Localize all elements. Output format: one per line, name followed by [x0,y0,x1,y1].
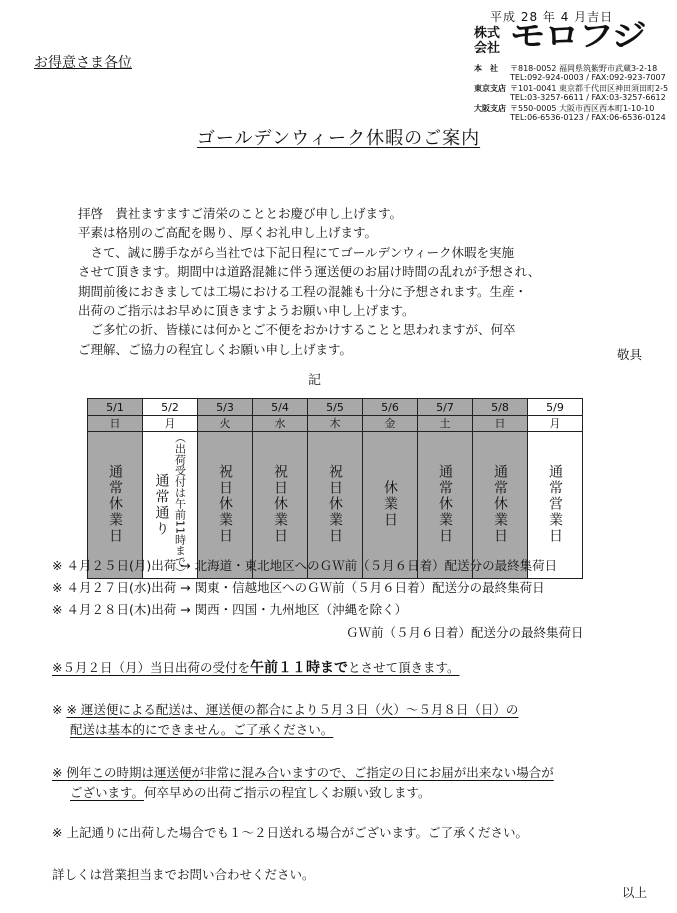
status-text: 祝日休業日 [272,464,288,544]
office-label: 本 社 [474,64,498,73]
body-line: 平素は格別のご高配を賜り、厚くお礼申し上げます。 [78,225,378,241]
office-label: 東京支店 [474,84,506,93]
sign-off: 敬具 [616,347,642,362]
calendar-day: 日 [473,416,528,432]
calendar-status [363,432,418,579]
calendar-date: 5/7 [418,399,473,416]
notice-deadline: 午前１１時まで [249,660,348,676]
notice-text: ございます。 [70,785,145,800]
body-paragraph [78,208,540,363]
shipping-note: ※ ４月２５日(月)出荷 → 北海道・東北地区へのＧＷ前（５月６日着）配送分の最終集荷日 [52,558,558,573]
ki-heading: 記 [308,373,322,388]
status-note: （出荷受付は午前11時まで） [173,432,187,578]
status-text: 通常休業日 [107,464,123,544]
page-title [0,130,677,148]
calendar-status [473,432,528,579]
calendar-date: 5/8 [473,399,528,416]
calendar-status [198,432,253,579]
company-type: 株式 会社 [474,26,501,56]
notice-delay: ※ 上記通りに出荷した場合でも１～２日送れる場合がございます。ご了承ください。 [52,825,528,840]
notice-text: ※ [52,702,67,717]
body-line: させて頂きます。期間中は道路混雑に伴う運送便のお届け時間の乱れが予想され、 [78,264,541,280]
document-date: 平成 28 年 4 月吉日 [490,10,614,24]
calendar-date: 5/4 [253,399,308,416]
status-text: 休業日 [382,480,398,528]
calendar-status [308,432,363,579]
calendar-date: 5/5 [308,399,363,416]
status-text: 祝日休業日 [327,464,343,544]
notice-text: ※ 運送便による配送は、運送便の都合により５月３日（火）～５月８日（日）の [66,702,519,717]
body-line: 期間前後におきましては工場における工程の混雑も十分に予想されます。生産・ [78,283,528,299]
calendar-date: 5/2 [143,399,198,416]
notice-text: ※５月２日（月）当日出荷の受付を [52,660,250,675]
office-address: 〒550-0005 大阪市西区西本町1-10-10 [510,104,655,113]
recipient: お得意さま各位 [34,55,132,71]
status-text: 通常休業日 [492,464,508,544]
notice-congestion-line2 [70,787,431,800]
office-tel: TEL:092-924-0003 / FAX:092-923-7007 [510,73,666,82]
calendar-day: 火 [198,416,253,432]
office-head [474,64,666,82]
calendar-dates-row [88,399,583,416]
calendar-day: 水 [253,416,308,432]
office-tokyo [474,84,668,102]
office-tel: TEL:06-6536-0123 / FAX:06-6536-0124 [510,113,666,122]
status-text: 通常営業日 [547,464,563,544]
body-line: さて、誠に勝手ながら当社では下記日程にてゴールデンウィーク休暇を実施 [78,244,515,260]
office-osaka [474,104,666,122]
holiday-calendar [87,398,583,579]
calendar-status [418,432,473,579]
calendar-day: 金 [363,416,418,432]
status-text: 通常休業日 [437,464,453,544]
body-line: ご理解、ご協力の程宜しくお願い申し上げます。 [78,341,353,357]
company-name: モロフジ [510,19,646,54]
calendar-date: 5/3 [198,399,253,416]
calendar-day: 木 [308,416,363,432]
calendar-date: 5/1 [88,399,143,416]
office-address: 〒818-0052 福岡県筑紫野市武蔵3-2-18 [510,64,658,73]
notice-may2 [52,661,460,675]
shipping-note: ※ ４月２８日(木)出荷 → 関西・四国・九州地区（沖縄を除く） [52,602,408,617]
status-text: 通常通り [153,473,170,537]
contact-text: 詳しくは営業担当までお問い合わせください。 [52,867,315,882]
shipping-note: ＧＷ前（５月６日着）配送分の最終集荷日 [346,625,584,640]
calendar-day: 月 [528,416,583,432]
notice-text: 何卒早めの出荷ご指示の程宜しくお願い致します。 [144,785,431,800]
page-title-text: ゴールデンウィーク休暇のご案内 [196,128,481,149]
office-address: 〒101-0041 東京都千代田区神田須田町2-5 [510,84,669,93]
status-text: 祝日休業日 [217,464,233,544]
calendar-date: 5/6 [363,399,418,416]
calendar-day: 日 [88,416,143,432]
body-line: ご多忙の折、皆様には何かとご不便をおかけすることと思われますが、何卒 [78,322,516,338]
calendar-status-row [88,432,583,579]
notice-delivery [52,704,518,717]
calendar-day: 土 [418,416,473,432]
notice-congestion: ※ 例年この時期は運送便が非常に混み合いますので、ご指定の日にお届が出来ない場合が [52,765,554,780]
calendar-days-row [88,416,583,432]
office-tel: TEL:03-3257-6611 / FAX:03-3257-6612 [510,93,666,102]
notice-delivery-line2: 配送は基本的にできません。ご了承ください。 [70,722,334,737]
notice-text: とさせて頂きます。 [347,660,460,675]
calendar-status [143,432,198,579]
body-line: 出荷のご指示はお早めに頂きますようお願い申し上げます。 [78,302,415,318]
closing: 以上 [621,885,647,900]
calendar-day: 月 [143,416,198,432]
shipping-note: ※ ４月２７日(水)出荷 → 関東・信越地区へのＧＷ前（５月６日着）配送分の最終集荷日 [52,580,545,595]
company-logo [474,19,654,62]
calendar-date: 5/9 [528,399,583,416]
calendar-status [528,432,583,579]
office-label: 大阪支店 [474,104,506,113]
calendar-status [88,432,143,579]
calendar-status [253,432,308,579]
body-line: 拝啓 貴社ますますご清栄のこととお慶び申し上げます。 [78,206,403,221]
